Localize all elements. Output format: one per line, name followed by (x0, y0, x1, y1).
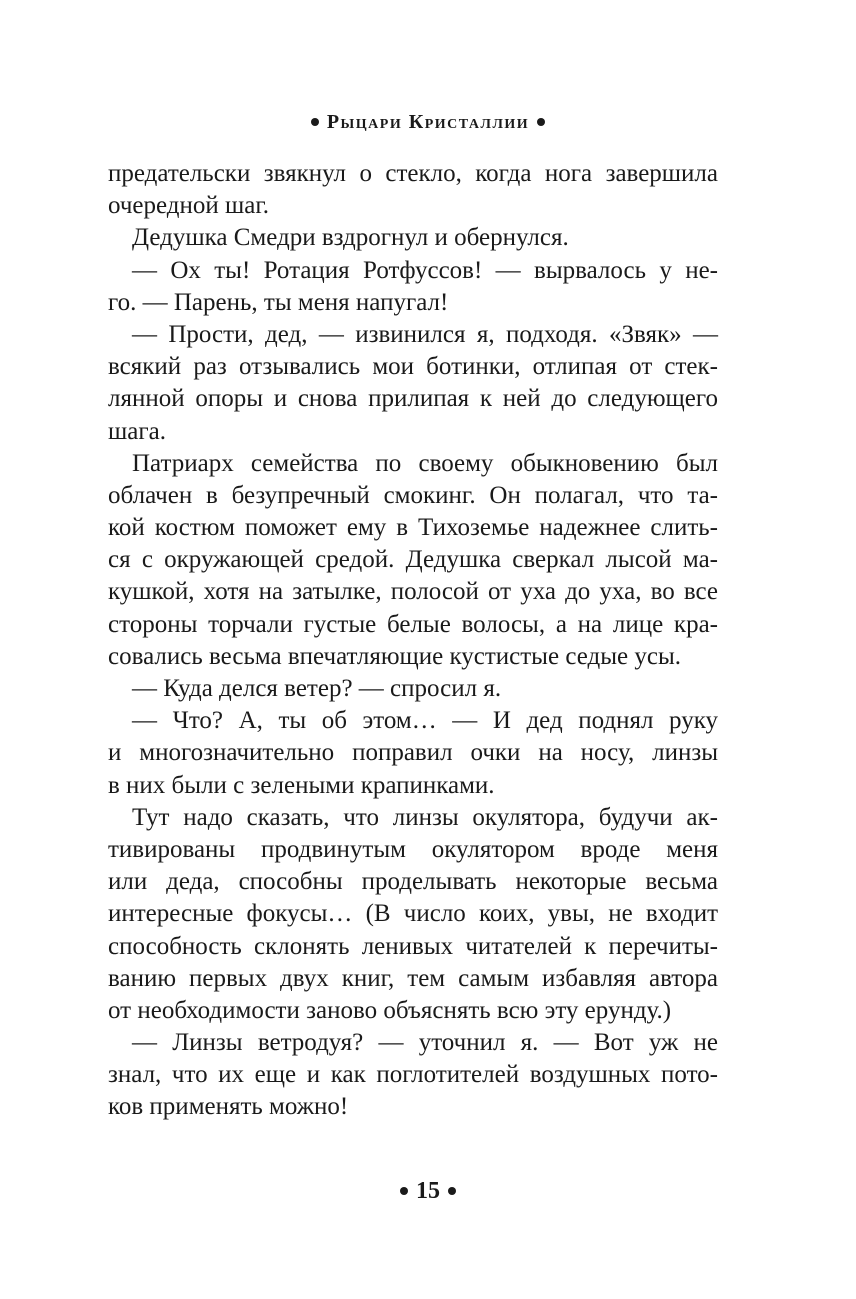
text-line: стороны торчали густые белые волосы, а на лице кра- (108, 610, 718, 638)
running-head (0, 108, 856, 136)
text-line: ся с окружающей средой. Дедушка сверкал лысой ма- (108, 546, 718, 574)
text-line: — Куда делся ветер? — спросил я. (132, 675, 502, 702)
text-line: тивированы продвинутым окулятором вроде меня (108, 835, 718, 863)
text-line: интересные фокусы… (В число коих, увы, не входит (108, 900, 718, 928)
page-number (0, 1176, 856, 1206)
running-head-title: Рыцари Кристаллии (326, 111, 530, 133)
text-line: лянной опоры и снова прилипая к ней до следующего (108, 385, 718, 413)
ornament-dot-icon (400, 1187, 408, 1195)
text-line: — Что? А, ты об этом… — И дед поднял руку (132, 707, 718, 735)
ornament-dot-icon (311, 118, 319, 126)
text-line: в них были с зелеными крапинками. (108, 771, 495, 799)
text-line: го. — Парень, ты меня напугал! (108, 288, 449, 316)
text-line: ванию первых двух книг, тем самым избавляя автора (108, 964, 718, 992)
text-line: шага. (108, 417, 166, 445)
text-line: кой костюм поможет ему в Тихоземье надежнее слить- (108, 514, 718, 542)
text-line: — Ох ты! Ротация Ротфуссов! — вырвалось у не- (132, 256, 718, 284)
ornament-dot-icon (448, 1187, 456, 1195)
text-line: Тут надо сказать, что линзы окулятора, будучи ак- (132, 803, 718, 831)
text-line: — Линзы ветродуя? — уточнил я. — Вот уж не (132, 1029, 718, 1057)
text-line: от необходимости заново объяснять всю эту ерунду.) (108, 996, 672, 1024)
page-number-value: 15 (416, 1178, 440, 1204)
text-line: Патриарх семейства по своему обыкновению был (132, 449, 718, 477)
text-line: — Прости, дед, — извинился я, подходя. «Звяк» — (132, 320, 718, 348)
text-line: всякий раз отзывались мои ботинки, отлипая от стек- (108, 353, 718, 381)
text-line: кушкой, хотя на затылке, полосой от уха до уха, во все (108, 578, 718, 606)
text-line: или деда, способны проделывать некоторые весьма (108, 868, 718, 896)
text-line: облачен в безупречный смокинг. Он полагал, что та- (108, 481, 718, 509)
text-line: знал, что их еще и как поглотителей воздушных пото- (108, 1061, 718, 1089)
text-line: очередной шаг. (108, 192, 270, 220)
text-line: способность склонять ленивых читателей к перечиты- (108, 932, 718, 960)
body-text (108, 158, 718, 1124)
text-line: и многозначительно поправил очки на носу, линзы (108, 739, 718, 767)
text-line: ков применять можно! (108, 1093, 349, 1121)
ornament-dot-icon (537, 118, 545, 126)
text-line: совались весьма впечатляющие кустистые седые усы. (108, 642, 681, 670)
text-line: предательски звякнул о стекло, когда нога завершила (108, 160, 718, 187)
text-line: Дедушка Смедри вздрогнул и обернулся. (132, 224, 569, 252)
